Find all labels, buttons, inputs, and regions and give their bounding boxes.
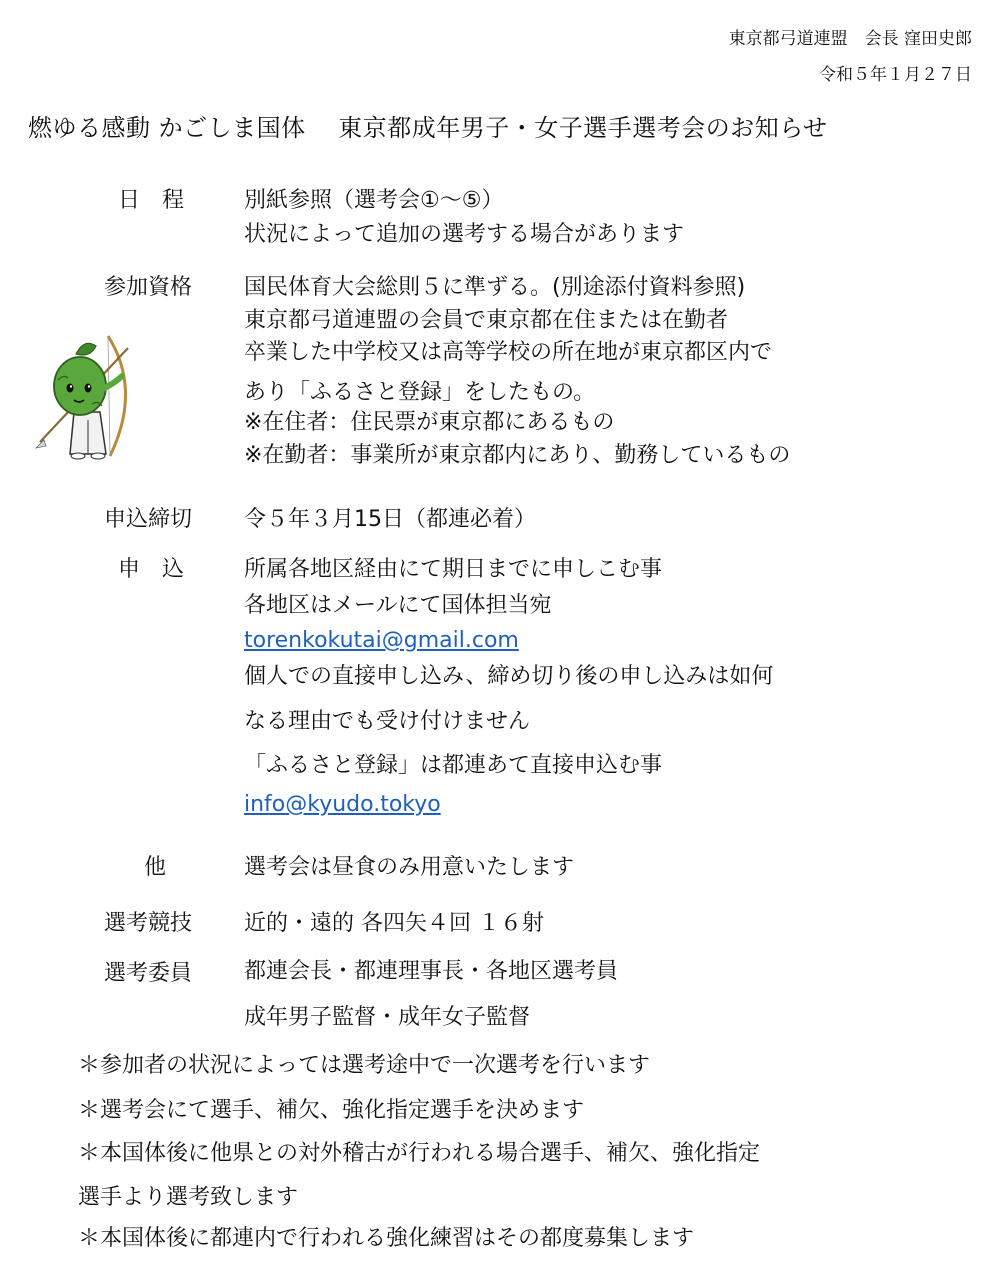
note-line: ＊本国体後に他県との対外稽古が行われる場合選手、補欠、強化指定 (78, 1141, 761, 1166)
page-title: 燃ゆる感動 かごしま国体 東京都成年男子・女子選手選考会のお知らせ (28, 114, 828, 142)
deadline-label: 申込締切 (104, 507, 193, 532)
document-date: 令和５年１月２７日 (819, 65, 972, 85)
application-line: なる理由でも受け付けません (244, 709, 531, 734)
schedule-label: 日 程 (118, 188, 185, 213)
application-line: 個人での直接申し込み、締め切り後の申し込みは如何 (244, 664, 774, 689)
schedule-line: 状況によって追加の選考する場合があります (244, 222, 685, 247)
competition-line: 近的・遠的 各四矢４回 １６射 (244, 911, 544, 936)
eligibility-line: 国民体育大会総則５に準ずる。(別途添付資料参照) (244, 275, 746, 300)
email-link-info[interactable]: info@kyudo.tokyo (244, 792, 441, 817)
eligibility-line: 卒業した中学校又は高等学校の所在地が東京都区内で (244, 340, 773, 365)
other-line: 選考会は昼食のみ用意いたします (244, 855, 575, 880)
schedule-line: 別紙参照（選考会①〜⑤） (244, 188, 504, 213)
application-line: 「ふるさと登録」は都連あて直接申込む事 (244, 753, 663, 778)
other-label: 他 (144, 855, 167, 880)
note-line: ＊参加者の状況によっては選考途中で一次選考を行います (78, 1053, 651, 1078)
deadline-line: 令５年３月15日（都連必着） (244, 507, 536, 532)
competition-label: 選考競技 (104, 911, 193, 936)
email-link-kokutai[interactable]: torenkokutai@gmail.com (244, 628, 519, 653)
note-line: ＊本国体後に都連内で行われる強化練習はその都度募集します (78, 1226, 695, 1251)
eligibility-line: あり「ふるさと登録」をしたもの。 (244, 380, 596, 405)
committee-label: 選考委員 (104, 961, 193, 986)
application-line: 所属各地区経由にて期日までに申しこむ事 (244, 557, 663, 582)
note-line: 選手より選考致します (78, 1185, 299, 1210)
eligibility-line: ※在住者：住民票が東京都にあるもの (244, 410, 615, 435)
archer-mascot-illustration (30, 330, 135, 460)
eligibility-label: 参加資格 (104, 275, 193, 300)
mascot-head-shape (54, 357, 106, 415)
committee-line: 成年男子監督・成年女子監督 (244, 1005, 531, 1030)
note-line: ＊選考会にて選手、補欠、強化指定選手を決めます (78, 1098, 585, 1123)
eligibility-line: ※在勤者：事業所が東京都内にあり、勤務しているもの (244, 443, 791, 468)
application-line: 各地区はメールにて国体担当宛 (244, 593, 552, 618)
eligibility-line: 東京都弓道連盟の会員で東京都在住または在勤者 (244, 308, 729, 333)
organization-name: 東京都弓道連盟 会長 窪田史郎 (728, 29, 972, 49)
application-label: 申 込 (118, 557, 185, 582)
committee-line: 都連会長・都連理事長・各地区選考員 (244, 959, 619, 984)
